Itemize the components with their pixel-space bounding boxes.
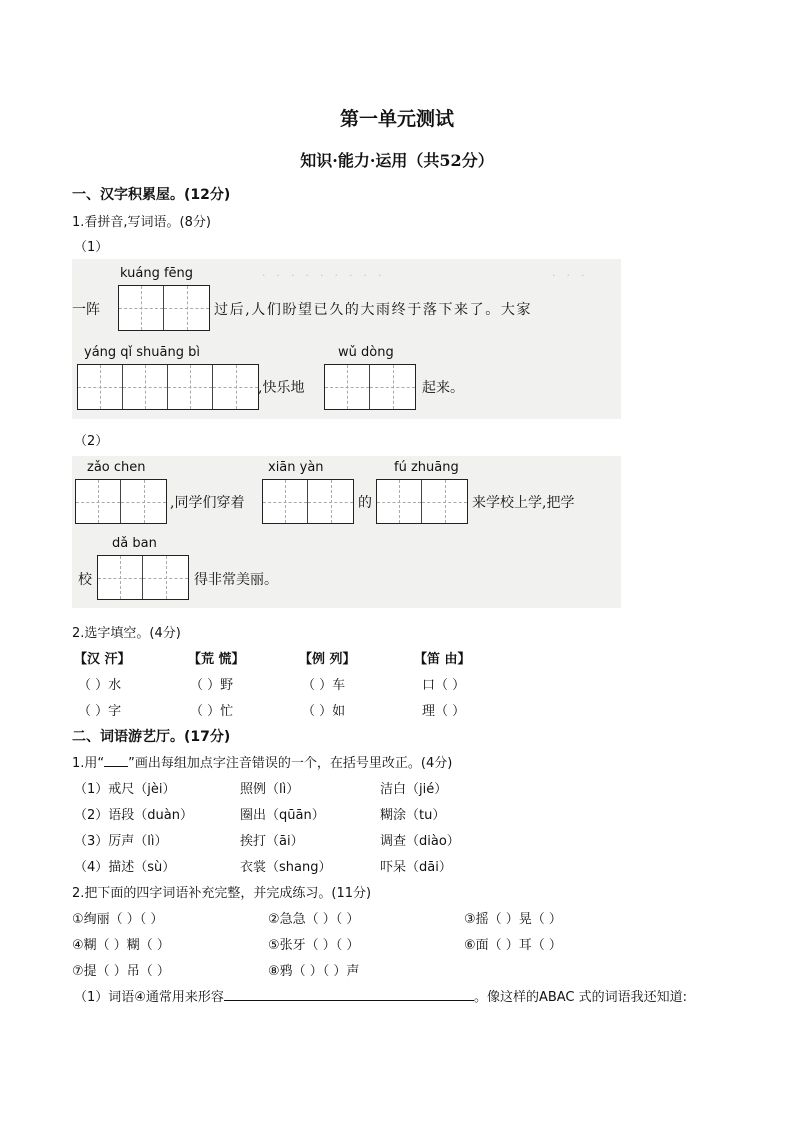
pinyin-item: 糊涂（tu） (380, 808, 446, 823)
pinyin-item: 照例（lì） (240, 782, 300, 797)
char-group-1: 【汉 汗】 (74, 652, 131, 667)
idiom-item[interactable]: ①绚丽（ ）（ ） (72, 912, 164, 927)
sentence-text: 校 (78, 572, 92, 588)
bleed-through-text: · · · (552, 269, 585, 282)
grid-cell[interactable] (325, 365, 370, 409)
char-group-4: 【笛 由】 (414, 652, 471, 667)
pinyin-item: 洁白（jié） (380, 782, 448, 797)
sentence-text: 一阵 (72, 302, 100, 318)
answer-grid-xian-yan[interactable] (262, 479, 354, 524)
char-group-3: 【例 列】 (299, 652, 356, 667)
fill-blank[interactable]: （ ）字 (78, 704, 122, 719)
section1-heading: 一、汉字积累屋。(12分) (72, 187, 231, 203)
scanned-exercise-1 (72, 259, 621, 419)
char-group-2: 【荒 慌】 (188, 652, 245, 667)
scanned-exercise-2 (72, 456, 621, 608)
section2-heading: 二、词语游艺厅。(17分) (72, 729, 231, 745)
grid-cell[interactable] (123, 365, 168, 409)
pinyin-xian-yan: xiān yàn (268, 460, 324, 475)
sub1-suffix: 。像这样的ABAC 式的词语我还知道: (473, 990, 688, 1005)
idiom-item[interactable]: ③摇（ ）晃（ ） (464, 912, 562, 927)
sentence-text: 起来。 (422, 380, 464, 396)
idiom-item[interactable]: ⑥面（ ）耳（ ） (464, 938, 562, 953)
pinyin-item: （2）语段（duàn） (74, 808, 193, 823)
grid-cell[interactable] (78, 365, 123, 409)
pinyin-item: 衣裳（shang） (240, 860, 332, 875)
grid-cell[interactable] (76, 480, 121, 523)
page-subtitle: 知识·能力·运用（共52分） (300, 151, 494, 170)
s2-q2-sub1 (74, 986, 687, 1005)
fill-blank[interactable]: （ ）忙 (190, 704, 234, 719)
fill-blank[interactable]: 口（ ） (422, 678, 466, 693)
q2-label: 2.选字填空。(4分) (72, 626, 181, 641)
underline-sample (104, 766, 128, 767)
grid-cell[interactable] (370, 365, 415, 409)
pinyin-item: 调查（diào） (380, 834, 460, 849)
pinyin-item: 挨打（āi） (240, 834, 304, 849)
idiom-item[interactable]: ⑤张牙（ ）（ ） (268, 938, 360, 953)
s2-q2-label: 2.把下面的四字词语补充完整，并完成练习。(11分) (72, 886, 372, 901)
sentence-text: 来学校上学,把学 (472, 495, 575, 511)
fill-blank[interactable]: 理（ ） (422, 704, 466, 719)
fill-blank[interactable]: （ ）如 (302, 704, 346, 719)
grid-cell[interactable] (143, 556, 188, 599)
answer-grid-wu-dong[interactable] (324, 364, 416, 410)
grid-cell[interactable] (377, 480, 422, 523)
page-title: 第一单元测试 (339, 108, 454, 130)
grid-cell[interactable] (422, 480, 467, 523)
idiom-item[interactable]: ②急急（ ）（ ） (268, 912, 360, 927)
idiom-item[interactable]: ⑦提（ ）吊（ ） (72, 964, 170, 979)
pinyin-item: （4）描述（sù） (74, 860, 176, 875)
answer-grid-yang-qi-shuang-bi[interactable] (77, 364, 259, 410)
pinyin-item: （1）戒尺（jèi） (74, 782, 176, 797)
grid-cell[interactable] (168, 365, 213, 409)
grid-cell[interactable] (121, 480, 166, 523)
pinyin-kuang-feng: kuáng fēng (120, 266, 194, 281)
pinyin-zao-chen: zǎo chen (87, 460, 146, 475)
q1-label: 1.看拼音,写词语。(8分) (72, 215, 211, 230)
q1-part1-number: （1） (74, 240, 109, 255)
label-prefix: 1.用“ (72, 756, 105, 771)
grid-cell[interactable] (308, 480, 353, 523)
grid-cell[interactable] (119, 286, 164, 330)
grid-cell[interactable] (164, 286, 209, 330)
bleed-through-text: · · · · · · · · · (262, 269, 382, 282)
s2-q1-label (72, 752, 452, 771)
sentence-text: 的 (358, 495, 372, 511)
answer-grid-kuang-feng[interactable] (118, 285, 210, 331)
answer-grid-fu-zhuang[interactable] (376, 479, 468, 524)
sentence-text: ,快乐地 (258, 380, 305, 396)
sentence-text: 得非常美丽。 (194, 572, 278, 588)
idiom-item[interactable]: ⑧鸦（ ）（ ）声 (268, 964, 360, 979)
grid-cell[interactable] (213, 365, 258, 409)
label-suffix: ”画出每组加点字注音错误的一个，在括号里改正。(4分) (128, 756, 453, 771)
answer-line[interactable] (224, 1000, 474, 1001)
sentence-text: 过后,人们盼望已久的大雨终于落下来了。大家 (214, 302, 533, 318)
pinyin-yang-qi-shuang-bi: yáng qǐ shuāng bì (84, 345, 200, 360)
grid-cell[interactable] (263, 480, 308, 523)
sub1-prefix: （1）词语④通常用来形容 (74, 990, 224, 1005)
answer-grid-da-ban[interactable] (97, 555, 189, 600)
answer-grid-zao-chen[interactable] (75, 479, 167, 524)
pinyin-da-ban: dǎ ban (112, 536, 157, 551)
pinyin-item: 吓呆（dāi） (380, 860, 452, 875)
pinyin-item: 圈出（qūān） (240, 808, 325, 823)
fill-blank[interactable]: （ ）野 (190, 678, 234, 693)
fill-blank[interactable]: （ ）水 (78, 678, 122, 693)
q1-part2-number: （2） (74, 434, 109, 449)
fill-blank[interactable]: （ ）车 (302, 678, 346, 693)
pinyin-item: （3）厉声（lì） (74, 834, 168, 849)
pinyin-fu-zhuang: fú zhuāng (394, 460, 459, 475)
sentence-text: ,同学们穿着 (170, 495, 245, 511)
grid-cell[interactable] (98, 556, 143, 599)
idiom-item[interactable]: ④糊（ ）糊（ ） (72, 938, 170, 953)
pinyin-wu-dong: wǔ dòng (338, 345, 394, 360)
